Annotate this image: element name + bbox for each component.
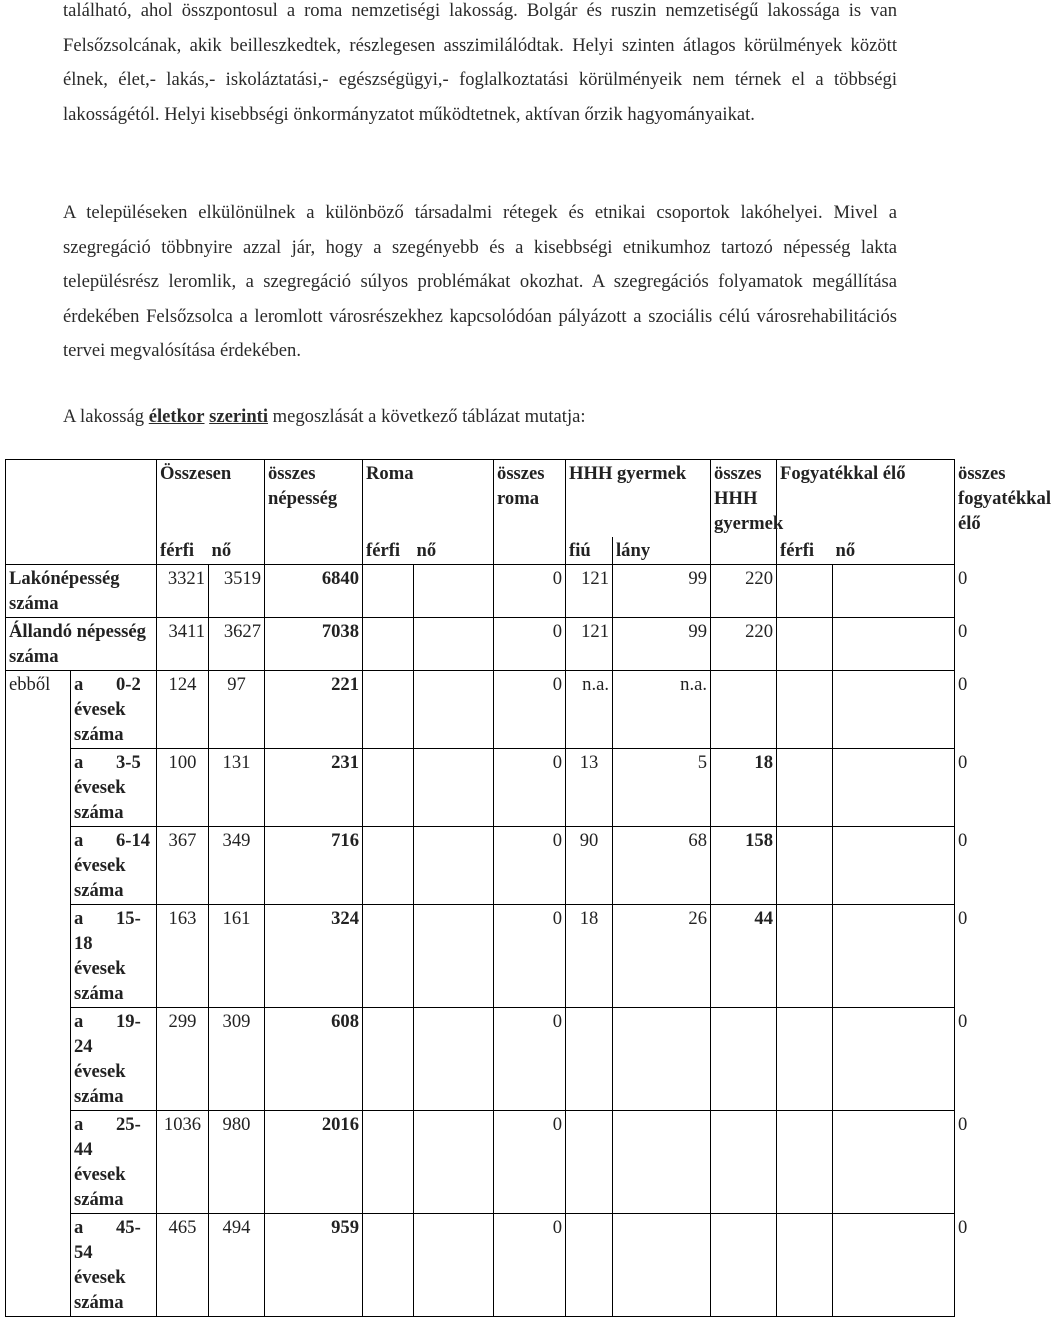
cell-roma-ferfi <box>363 618 414 671</box>
cell-ferfi: 367 <box>157 827 209 905</box>
header-roma: Roma <box>363 460 494 538</box>
cell-lany: 26 <box>613 905 711 1008</box>
cell-fog-ferfi <box>777 618 833 671</box>
bold-term-szerinti: szerinti <box>209 406 269 427</box>
cell-fog-ferfi <box>777 1111 833 1214</box>
cell-ossz: 324 <box>265 905 363 1008</box>
cell-fog-ferfi <box>777 905 833 1008</box>
header-empty <box>265 537 363 565</box>
row-label: Lakónépesség száma <box>6 565 157 618</box>
cell-ossz: 716 <box>265 827 363 905</box>
cell-fog-no <box>833 1214 955 1317</box>
cell-roma-ferfi <box>363 671 414 749</box>
cell-lany <box>613 1008 711 1111</box>
cell-fiu <box>566 1214 613 1317</box>
table-row: a 45-54 évesek száma 465 494 959 0 0 <box>6 1214 955 1317</box>
cell-roma-no <box>414 1214 494 1317</box>
header-roma-ferfi: férfi <box>363 537 414 565</box>
cell-hhh-ossz: 158 <box>711 827 777 905</box>
cell-fiu: 13 <box>566 749 613 827</box>
cell-roma-no <box>414 1111 494 1214</box>
cell-no: 980 <box>209 1111 265 1214</box>
cell-ossz: 231 <box>265 749 363 827</box>
ebbol-label: ebből <box>6 671 71 1317</box>
cell-fog-ferfi <box>777 827 833 905</box>
cell-ferfi: 124 <box>157 671 209 749</box>
header-hhh-gyermek: HHH gyermek <box>566 460 711 538</box>
cell-lany: n.a. <box>613 671 711 749</box>
cell-no: 349 <box>209 827 265 905</box>
cell-roma-ferfi <box>363 1111 414 1214</box>
cell-roma-ferfi <box>363 1214 414 1317</box>
table-row: a 19-24 évesek száma 299 309 608 0 0 <box>6 1008 955 1111</box>
cell-roma-ferfi <box>363 749 414 827</box>
table-row: Állandó népesség száma 3411 3627 7038 0 121 99 220 0 <box>6 618 955 671</box>
cell-ossz: 7038 <box>265 618 363 671</box>
age-label: a 0-2 évesek száma <box>71 671 157 749</box>
cell-fiu: 18 <box>566 905 613 1008</box>
cell-fog-no <box>833 1111 955 1214</box>
cell-lany: 5 <box>613 749 711 827</box>
segregation-paragraph: A településeken elkülönülnek a különböző társadalmi rétegek és etnikai csoportok lakóhelyei. Mivel a szegregáció többnyire azzal jár, hogy a szegényebb és a kisebbségi etnikumhoz tartozó népesség lakta településrész leromlik, a szegregáció súlyos problémákat okozhat. A szegregációs folyamatok megállítása érdekében Felsőzsolca a leromlott városrészekhez kapcsolódóan pályázott a szociális célú városrehabilitációs tervei megvalósítása érdekében. <box>63 202 897 362</box>
cell-fiu <box>566 1008 613 1111</box>
cell-roma-no <box>414 618 494 671</box>
cell-roma-ossz: 0 <box>494 827 566 905</box>
cell-roma-no <box>414 905 494 1008</box>
cell-hhh-ossz: 18 <box>711 749 777 827</box>
age-label: a 15-18 évesek száma <box>71 905 157 1008</box>
header-no: nő <box>209 537 265 565</box>
table-row: a 25-44 évesek száma 1036 980 2016 0 0 <box>6 1111 955 1214</box>
table-row: Lakónépesség száma 3321 3519 6840 0 121 99 220 0 <box>6 565 955 618</box>
cell-no: 309 <box>209 1008 265 1111</box>
cell-hhh-ossz <box>711 671 777 749</box>
cell-ferfi: 3321 <box>157 565 209 618</box>
cell-hhh-ossz <box>711 1214 777 1317</box>
age-distribution-table <box>5 459 1051 1317</box>
cell-ferfi: 299 <box>157 1008 209 1111</box>
cell-no: 3519 <box>209 565 265 618</box>
header-row-1: Összesen összes népesség Roma összes roma HHH gyermek összes HHH gyermek Fogyatékkal élő összes fogyatékkal élő <box>6 460 955 538</box>
cell-fog-ferfi <box>777 749 833 827</box>
cell-roma-ossz: 0 <box>494 749 566 827</box>
cell-no: 3627 <box>209 618 265 671</box>
cell-ferfi: 3411 <box>157 618 209 671</box>
cell-roma-ossz: 0 <box>494 1214 566 1317</box>
cell-fog-ferfi <box>777 565 833 618</box>
cell-roma-no <box>414 1008 494 1111</box>
cell-ferfi: 1036 <box>157 1111 209 1214</box>
table-row: a 6-14 évesek száma 367 349 716 0 90 68 158 0 <box>6 827 955 905</box>
cell-fog-no <box>833 671 955 749</box>
cell-ferfi: 163 <box>157 905 209 1008</box>
age-label: a 45-54 évesek száma <box>71 1214 157 1317</box>
cell-roma-ossz: 0 <box>494 905 566 1008</box>
cell-fiu: 121 <box>566 565 613 618</box>
bold-term-eletkor: életkor <box>148 406 205 427</box>
cell-roma-no <box>414 565 494 618</box>
cell-no: 97 <box>209 671 265 749</box>
cell-hhh-ossz: 44 <box>711 905 777 1008</box>
cell-lany <box>613 1214 711 1317</box>
cell-fog-ferfi <box>777 1008 833 1111</box>
cell-hhh-ossz <box>711 1008 777 1111</box>
header-corner <box>6 460 157 565</box>
cell-ferfi: 100 <box>157 749 209 827</box>
header-roma-no: nő <box>414 537 494 565</box>
cell-lany: 99 <box>613 565 711 618</box>
header-fogyatekkal-elo: Fogyatékkal élő <box>777 460 955 538</box>
header-empty <box>711 537 777 565</box>
cell-fog-ferfi <box>777 671 833 749</box>
cell-ferfi: 465 <box>157 1214 209 1317</box>
age-label: a 6-14 évesek száma <box>71 827 157 905</box>
cell-no: 131 <box>209 749 265 827</box>
cell-fog-no <box>833 905 955 1008</box>
table-row: ebből a 0-2 évesek száma 124 97 221 0 n.a. n.a. 0 <box>6 671 955 749</box>
cell-lany <box>613 1111 711 1214</box>
age-label: a 19-24 évesek száma <box>71 1008 157 1111</box>
header-osszesen: Összesen <box>157 460 265 538</box>
cell-fiu: n.a. <box>566 671 613 749</box>
cell-roma-ferfi <box>363 905 414 1008</box>
cell-fiu: 121 <box>566 618 613 671</box>
cell-fog-ferfi <box>777 1214 833 1317</box>
header-empty <box>494 537 566 565</box>
cell-lany: 99 <box>613 618 711 671</box>
cell-roma-ossz: 0 <box>494 618 566 671</box>
table-row: a 15-18 évesek száma 163 161 324 0 18 26 44 0 <box>6 905 955 1008</box>
cell-roma-ossz: 0 <box>494 671 566 749</box>
table-row: a 3-5 évesek száma 100 131 231 0 13 5 18 0 <box>6 749 955 827</box>
cell-ossz: 221 <box>265 671 363 749</box>
cell-hhh-ossz <box>711 1111 777 1214</box>
cell-hhh-ossz: 220 <box>711 618 777 671</box>
cell-lany: 68 <box>613 827 711 905</box>
header-ferfi: férfi <box>157 537 209 565</box>
cell-roma-no <box>414 749 494 827</box>
cell-ossz: 2016 <box>265 1111 363 1214</box>
cell-roma-no <box>414 827 494 905</box>
cell-roma-ossz: 0 <box>494 1008 566 1111</box>
cell-ossz: 6840 <box>265 565 363 618</box>
cell-roma-ossz: 0 <box>494 1111 566 1214</box>
cell-fog-no <box>833 618 955 671</box>
cell-fog-no <box>833 1008 955 1111</box>
cell-ossz: 959 <box>265 1214 363 1317</box>
header-osszes-roma: összes roma <box>494 460 566 538</box>
age-label: a 25-44 évesek száma <box>71 1111 157 1214</box>
header-fiu: fiú <box>566 537 613 565</box>
intro-paragraph: található, ahol összpontosul a roma nemzetiségi lakosság. Bolgár és ruszin nemzetiségű lakossága is van Felsőzsolcának, akik beilleszkedtek, részlegesen asszimilálódtak. Helyi szinten átlagos körülmények között élnek, élet,- lakás,- iskoláztatási,- egészségügyi,- foglalkoztatási körülményeik nem térnek el a többségi lakosságétól. Helyi kisebbségi önkormányzatot működtetnek, aktívan őrzik hagyományaikat. <box>63 0 897 125</box>
cell-fiu <box>566 1111 613 1214</box>
cell-fog-no <box>833 827 955 905</box>
header-fog-no: nő <box>833 537 955 565</box>
header-fog-ferfi: férfi <box>777 537 833 565</box>
cell-ossz: 608 <box>265 1008 363 1111</box>
header-osszes-nepesseg: összes népesség <box>265 460 363 538</box>
cell-fiu: 90 <box>566 827 613 905</box>
cell-hhh-ossz: 220 <box>711 565 777 618</box>
cell-roma-ferfi <box>363 827 414 905</box>
cell-no: 494 <box>209 1214 265 1317</box>
header-osszes-hhh: összes HHH gyermek <box>711 460 777 538</box>
cell-roma-ossz: 0 <box>494 565 566 618</box>
cell-roma-no <box>414 671 494 749</box>
cell-roma-ferfi <box>363 565 414 618</box>
cell-fog-no <box>833 749 955 827</box>
header-lany: lány <box>613 537 711 565</box>
table-intro-paragraph: A lakosság életkor szerinti megoszlását a következő táblázat mutatja: <box>63 406 586 427</box>
row-label: Állandó népesség száma <box>6 618 157 671</box>
age-label: a 3-5 évesek száma <box>71 749 157 827</box>
cell-no: 161 <box>209 905 265 1008</box>
cell-fog-no <box>833 565 955 618</box>
cell-roma-ferfi <box>363 1008 414 1111</box>
